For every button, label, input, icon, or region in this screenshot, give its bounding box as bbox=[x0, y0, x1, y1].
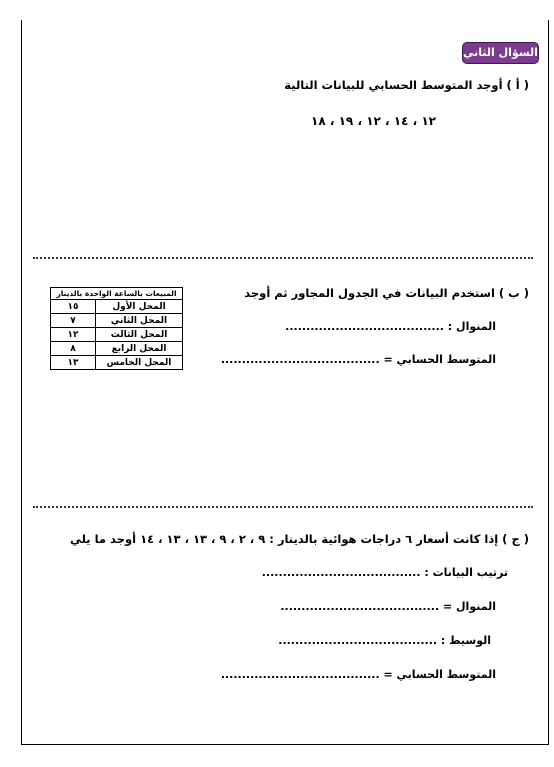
table-cell-name: المحل الثاني bbox=[96, 314, 183, 328]
table-cell-value: ١٣ bbox=[51, 356, 96, 370]
table-row bbox=[51, 342, 183, 356]
part-a-numbers: ١٢ ، ١٤ ، ١٢ ، ١٩ ، ١٨ bbox=[311, 114, 436, 128]
part-c-median-line: الوسيط : ...................................... bbox=[278, 634, 491, 647]
part-c-order-line: ترتيب البيانات : ...................................... bbox=[261, 566, 508, 579]
table-cell-value: ٧ bbox=[51, 314, 96, 328]
part-c-mode-line: المنوال = ...................................... bbox=[280, 600, 496, 613]
table-cell-value: ١٢ bbox=[51, 328, 96, 342]
table-cell-name: المحل الأول bbox=[96, 300, 183, 314]
part-a-question: ( أ ) أوجد المتوسط الحسابي للبيانات التالية bbox=[284, 78, 529, 92]
table-cell-name: المحل الثالث bbox=[96, 328, 183, 342]
section-divider-1 bbox=[33, 257, 533, 259]
part-c-question: ( ج ) إذا كانت أسعار ٦ دراجات هوائية بالدينار : ٩ ، ٢ ، ٩ ، ١٣ ، ١٣ ، ١٤ أوجد ما يلي bbox=[69, 532, 529, 546]
table-cell-value: ١٥ bbox=[51, 300, 96, 314]
sales-table bbox=[50, 287, 183, 370]
table-header-row bbox=[51, 288, 183, 300]
table-row bbox=[51, 300, 183, 314]
table-header: المبيعات بالساعة الواحدة بالدينار bbox=[51, 288, 183, 300]
table-row bbox=[51, 314, 183, 328]
part-b-question: ( ب ) استخدم البيانات في الجدول المجاور ثم أوجد bbox=[244, 286, 529, 300]
table-cell-name: المحل الرابع bbox=[96, 342, 183, 356]
question-badge: السؤال الثاني bbox=[462, 42, 539, 64]
table-row bbox=[51, 328, 183, 342]
table-cell-value: ٨ bbox=[51, 342, 96, 356]
part-c-mean-line: المتوسط الحسابي = ...................................... bbox=[220, 668, 496, 681]
part-b-mean-line: المتوسط الحسابي = ...................................... bbox=[220, 353, 496, 366]
section-divider-2 bbox=[33, 506, 533, 508]
part-b-mode-line: المنوال : ...................................... bbox=[285, 320, 496, 333]
table-cell-name: المحل الخامس bbox=[96, 356, 183, 370]
table-row bbox=[51, 356, 183, 370]
